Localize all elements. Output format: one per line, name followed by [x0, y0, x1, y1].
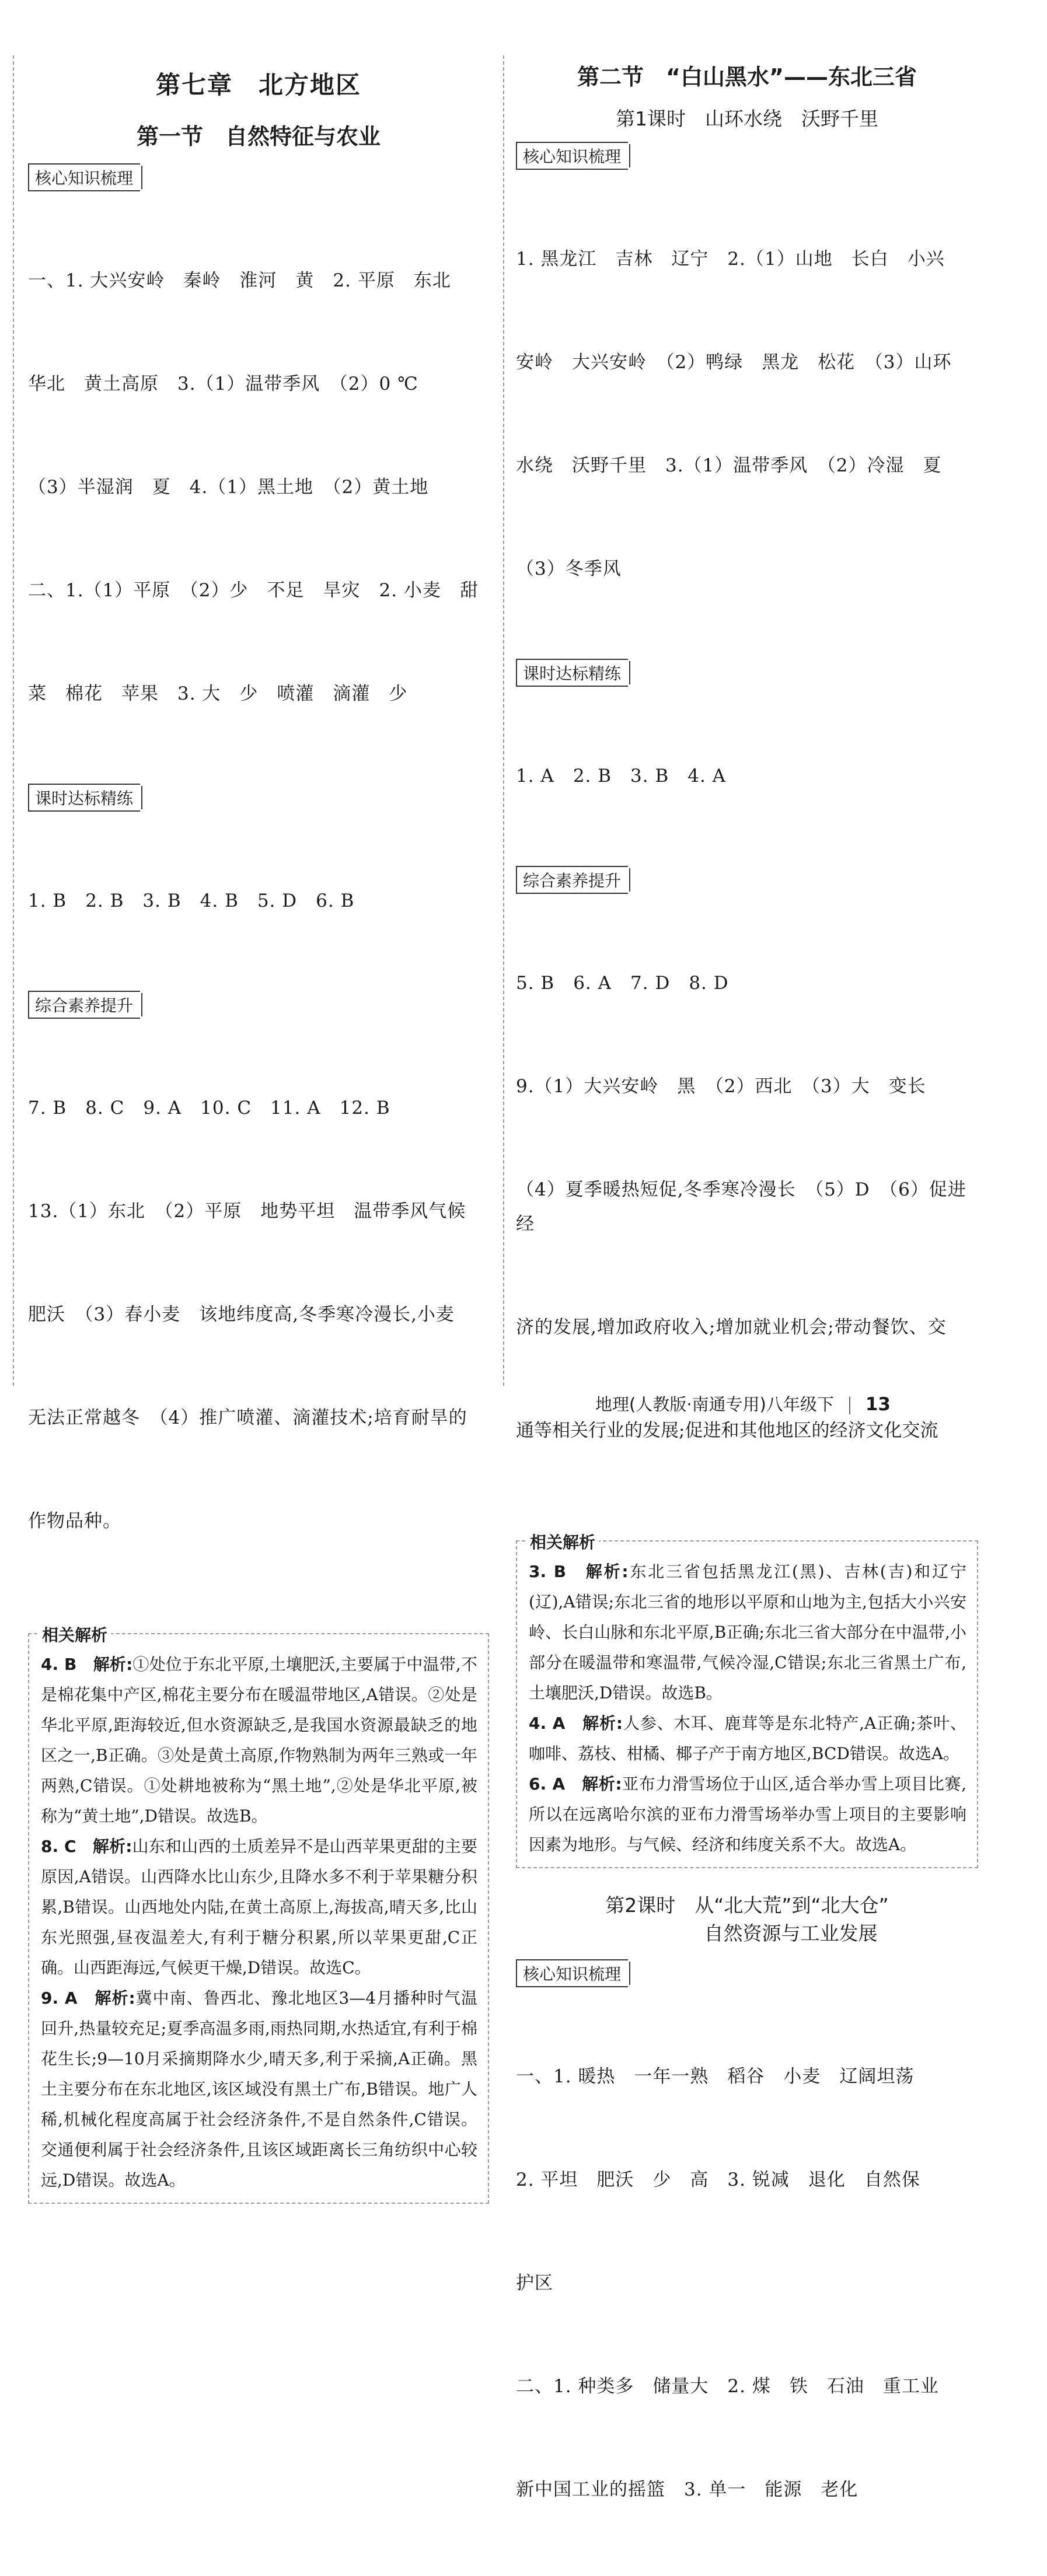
answer-line: 水绕 沃野千里 3.（1）温带季风 （2）冷湿 夏	[516, 455, 942, 476]
answer-line: 华北 黄土高原 3.（1）温带季风 （2）0 ℃	[28, 373, 418, 394]
analysis-title: 相关解析	[526, 1530, 599, 1553]
book-title: 地理(人教版·南通专用)八年级下	[595, 1394, 834, 1414]
analysis-label: 9. A 解析:	[41, 1988, 135, 2008]
lesson-practice-label: 课时达标精练	[28, 784, 140, 812]
answer-line: 二、1.（1）平原 （2）少 不足 旱灾 2. 小麦 甜	[28, 580, 479, 601]
lesson-title-2-line2: 自然资源与工业发展	[704, 1921, 878, 1945]
comprehensive-answers	[28, 1022, 489, 1607]
core-knowledge-label: 核心知识梳理	[516, 1959, 628, 1987]
core-knowledge-label: 核心知识梳理	[28, 163, 140, 191]
chapter-title: 第七章 北方地区	[155, 71, 361, 99]
analysis-box	[516, 1533, 978, 1868]
answer-line: 2. 平坦 肥沃 少 高 3. 锐减 退化 自然保	[516, 2169, 920, 2190]
answer-line: 13.（1）东北 （2）平原 地势平坦 温带季风气候	[28, 1201, 466, 1222]
section-title-1: 第一节 自然特征与农业	[136, 124, 381, 149]
analysis-title: 相关解析	[39, 1623, 111, 1646]
answer-line: 作物品种。	[28, 1511, 121, 1532]
comprehensive-label: 综合素养提升	[28, 991, 140, 1019]
answer-line: 1. B 2. B 3. B 4. B 5. D 6. B	[28, 890, 355, 911]
answer-line: 二、1. 种类多 储量大 2. 煤 铁 石油 重工业	[516, 2375, 939, 2397]
answer-line: 菜 棉花 苹果 3. 大 少 喷灌 滴灌 少	[28, 683, 408, 704]
lesson-practice-header	[28, 784, 489, 812]
analysis-text: 冀中南、鲁西北、豫北地区3—4月播种时气温回升,热量较充足;夏季高温多雨,雨热同期,水热适宜,有利于棉花生长;9—10月采摘期降水少,晴天多,利于采摘,A正确。黑土主要分布在东北地区,该区域没有黑土广布,B错误。地广人稀,机械化程度高属于社会经济条件,不是自然条件,C错误。交通便利属于社会经济条件,且该区域距离长三角纺织中心较远,D错误。故选A。	[41, 1988, 477, 2190]
answer-line: 一、1. 暖热 一年一熟 稻谷 小麦 辽阔坦荡	[516, 2065, 915, 2087]
section-title-2: 第二节 “白山黑水”——东北三省	[577, 64, 917, 90]
analysis-label: 3. B 解析:	[529, 1562, 629, 1581]
left-column	[28, 55, 489, 2204]
answer-line: 护区	[516, 2272, 553, 2294]
analysis-box	[28, 1626, 489, 2204]
comprehensive-label: 综合素养提升	[516, 866, 628, 894]
answer-line: 通等相关行业的发展;促进和其他地区的经济文化交流	[516, 1420, 938, 1441]
lesson-practice-label: 课时达标精练	[516, 659, 628, 687]
analysis-item	[529, 1557, 966, 1708]
analysis-text: ①处位于东北平原,土壤肥沃,主要属于中温带,不是棉花集中产区,棉花主要分布在暖温带地区,A错误。②处是华北平原,距海较近,但水资源缺乏,是我国水资源最缺乏的地区之一,B正确。③处是黄土高原,作物熟制为两年三熟或一年两熟,C错误。①处耕地被称为“黑土地”,②处是华北平原,被称为“黄土地”,D错误。故选B。	[41, 1655, 477, 1826]
analysis-item	[41, 1831, 477, 1983]
analysis-label: 4. A 解析:	[529, 1714, 623, 1733]
lesson-title-2	[516, 1892, 978, 1948]
lesson-title-1: 第1课时 山环水绕 沃野千里	[616, 107, 878, 130]
answer-line: 9.（1）大兴安岭 黑 （2）西北 （3）大 变长	[516, 1076, 926, 1097]
comprehensive-answers	[516, 897, 978, 1517]
analysis-item	[41, 1983, 477, 2196]
lesson-practice-header	[516, 659, 978, 687]
answer-line: 1. A 2. B 3. B 4. A	[516, 766, 727, 787]
analysis-item	[529, 1708, 966, 1769]
analysis-text: 山东和山西的土质差异不是山西苹果更甜的主要原因,A错误。山西降水比山东少,且降水多不利于苹果糖分积累,B错误。山西地处内陆,在黄土高原上,海拔高,晴天多,比山东光照强,昼夜温差大,有利于糖分积累,所以苹果更甜,C正确。山西距海远,气候更干燥,D错误。故选C。	[41, 1837, 477, 1977]
analysis-item	[41, 1649, 477, 1831]
answer-line: 济的发展,增加政府收入;增加就业机会;带动餐饮、交	[516, 1317, 947, 1338]
answer-line: 7. B 8. C 9. A 10. C 11. A 12. B	[28, 1097, 390, 1119]
core-knowledge-answers	[516, 1991, 978, 2576]
answer-line: 5. B 6. A 7. D 8. D	[516, 973, 729, 994]
analysis-label: 6. A 解析:	[529, 1774, 622, 1794]
answer-line: 肥沃 （3）春小麦 该地纬度高,冬季寒冷漫长,小麦	[28, 1304, 455, 1325]
answer-line: 新中国工业的摇篮 3. 单一 能源 老化	[516, 2479, 858, 2500]
column-divider-dashed-line	[503, 55, 504, 1386]
core-knowledge-answers	[28, 195, 489, 780]
lesson-practice-answers	[28, 815, 489, 987]
core-knowledge-header	[516, 142, 978, 170]
core-knowledge-header	[516, 1959, 978, 1987]
answer-line: 一、1. 大兴安岭 秦岭 淮河 黄 2. 平原 东北	[28, 270, 451, 291]
analysis-text: 东北三省包括黑龙江(黑)、吉林(吉)和辽宁(辽),A错误;东北三省的地形以平原和山地为主,包括大小兴安岭、长白山脉和东北平原,B正确;东北三省大部分在中温带,小部分在暖温带和寒温带,气候冷湿,C错误;东北三省黑土广布,土壤肥沃,D错误。故选B。	[529, 1562, 966, 1703]
analysis-item	[529, 1769, 966, 1860]
core-knowledge-header	[28, 163, 489, 191]
lesson-practice-answers	[516, 690, 978, 862]
analysis-text: 亚布力滑雪场位于山区,适合举办雪上项目比赛,所以在远离哈尔滨的亚布力滑雪场举办雪上项目的主要影响因素为地形。与气候、经济和纬度关系不大。故选A。	[529, 1774, 966, 1854]
analysis-text: 人参、木耳、鹿茸等是东北特产,A正确;茶叶、咖啡、荔枝、柑橘、椰子产于南方地区,BCD错误。故选A。	[529, 1714, 966, 1763]
core-knowledge-answers	[516, 173, 978, 655]
analysis-label: 8. C 解析:	[41, 1837, 132, 1856]
comprehensive-header	[516, 866, 978, 894]
answer-line: 1. 黑龙江 吉林 辽宁 2.（1）山地 长白 小兴	[516, 249, 945, 270]
comprehensive-header	[28, 991, 489, 1019]
page-number: 13	[865, 1394, 891, 1415]
answer-line: 无法正常越冬 （4）推广喷灌、滴灌技术;培育耐旱的	[28, 1407, 467, 1428]
core-knowledge-label: 核心知识梳理	[516, 142, 628, 170]
page-footer	[595, 1392, 1027, 1415]
footer-separator	[849, 1397, 850, 1414]
answer-line: （3）冬季风	[516, 558, 622, 579]
answer-line: （3）半湿润 夏 4.（1）黑土地 （2）黄土地	[28, 477, 429, 498]
analysis-label: 4. B 解析:	[41, 1655, 133, 1674]
lesson-title-2-line1: 第2课时 从“北大荒”到“北大仓”	[605, 1894, 889, 1917]
right-column	[516, 55, 978, 2576]
answer-line: 安岭 大兴安岭 （2）鸭绿 黑龙 松花 （3）山环	[516, 352, 952, 373]
answer-line: （4）夏季暖热短促,冬季寒冷漫长 （5）D （6）促进经	[516, 1179, 966, 1235]
left-margin-dashed-line	[13, 55, 14, 1386]
